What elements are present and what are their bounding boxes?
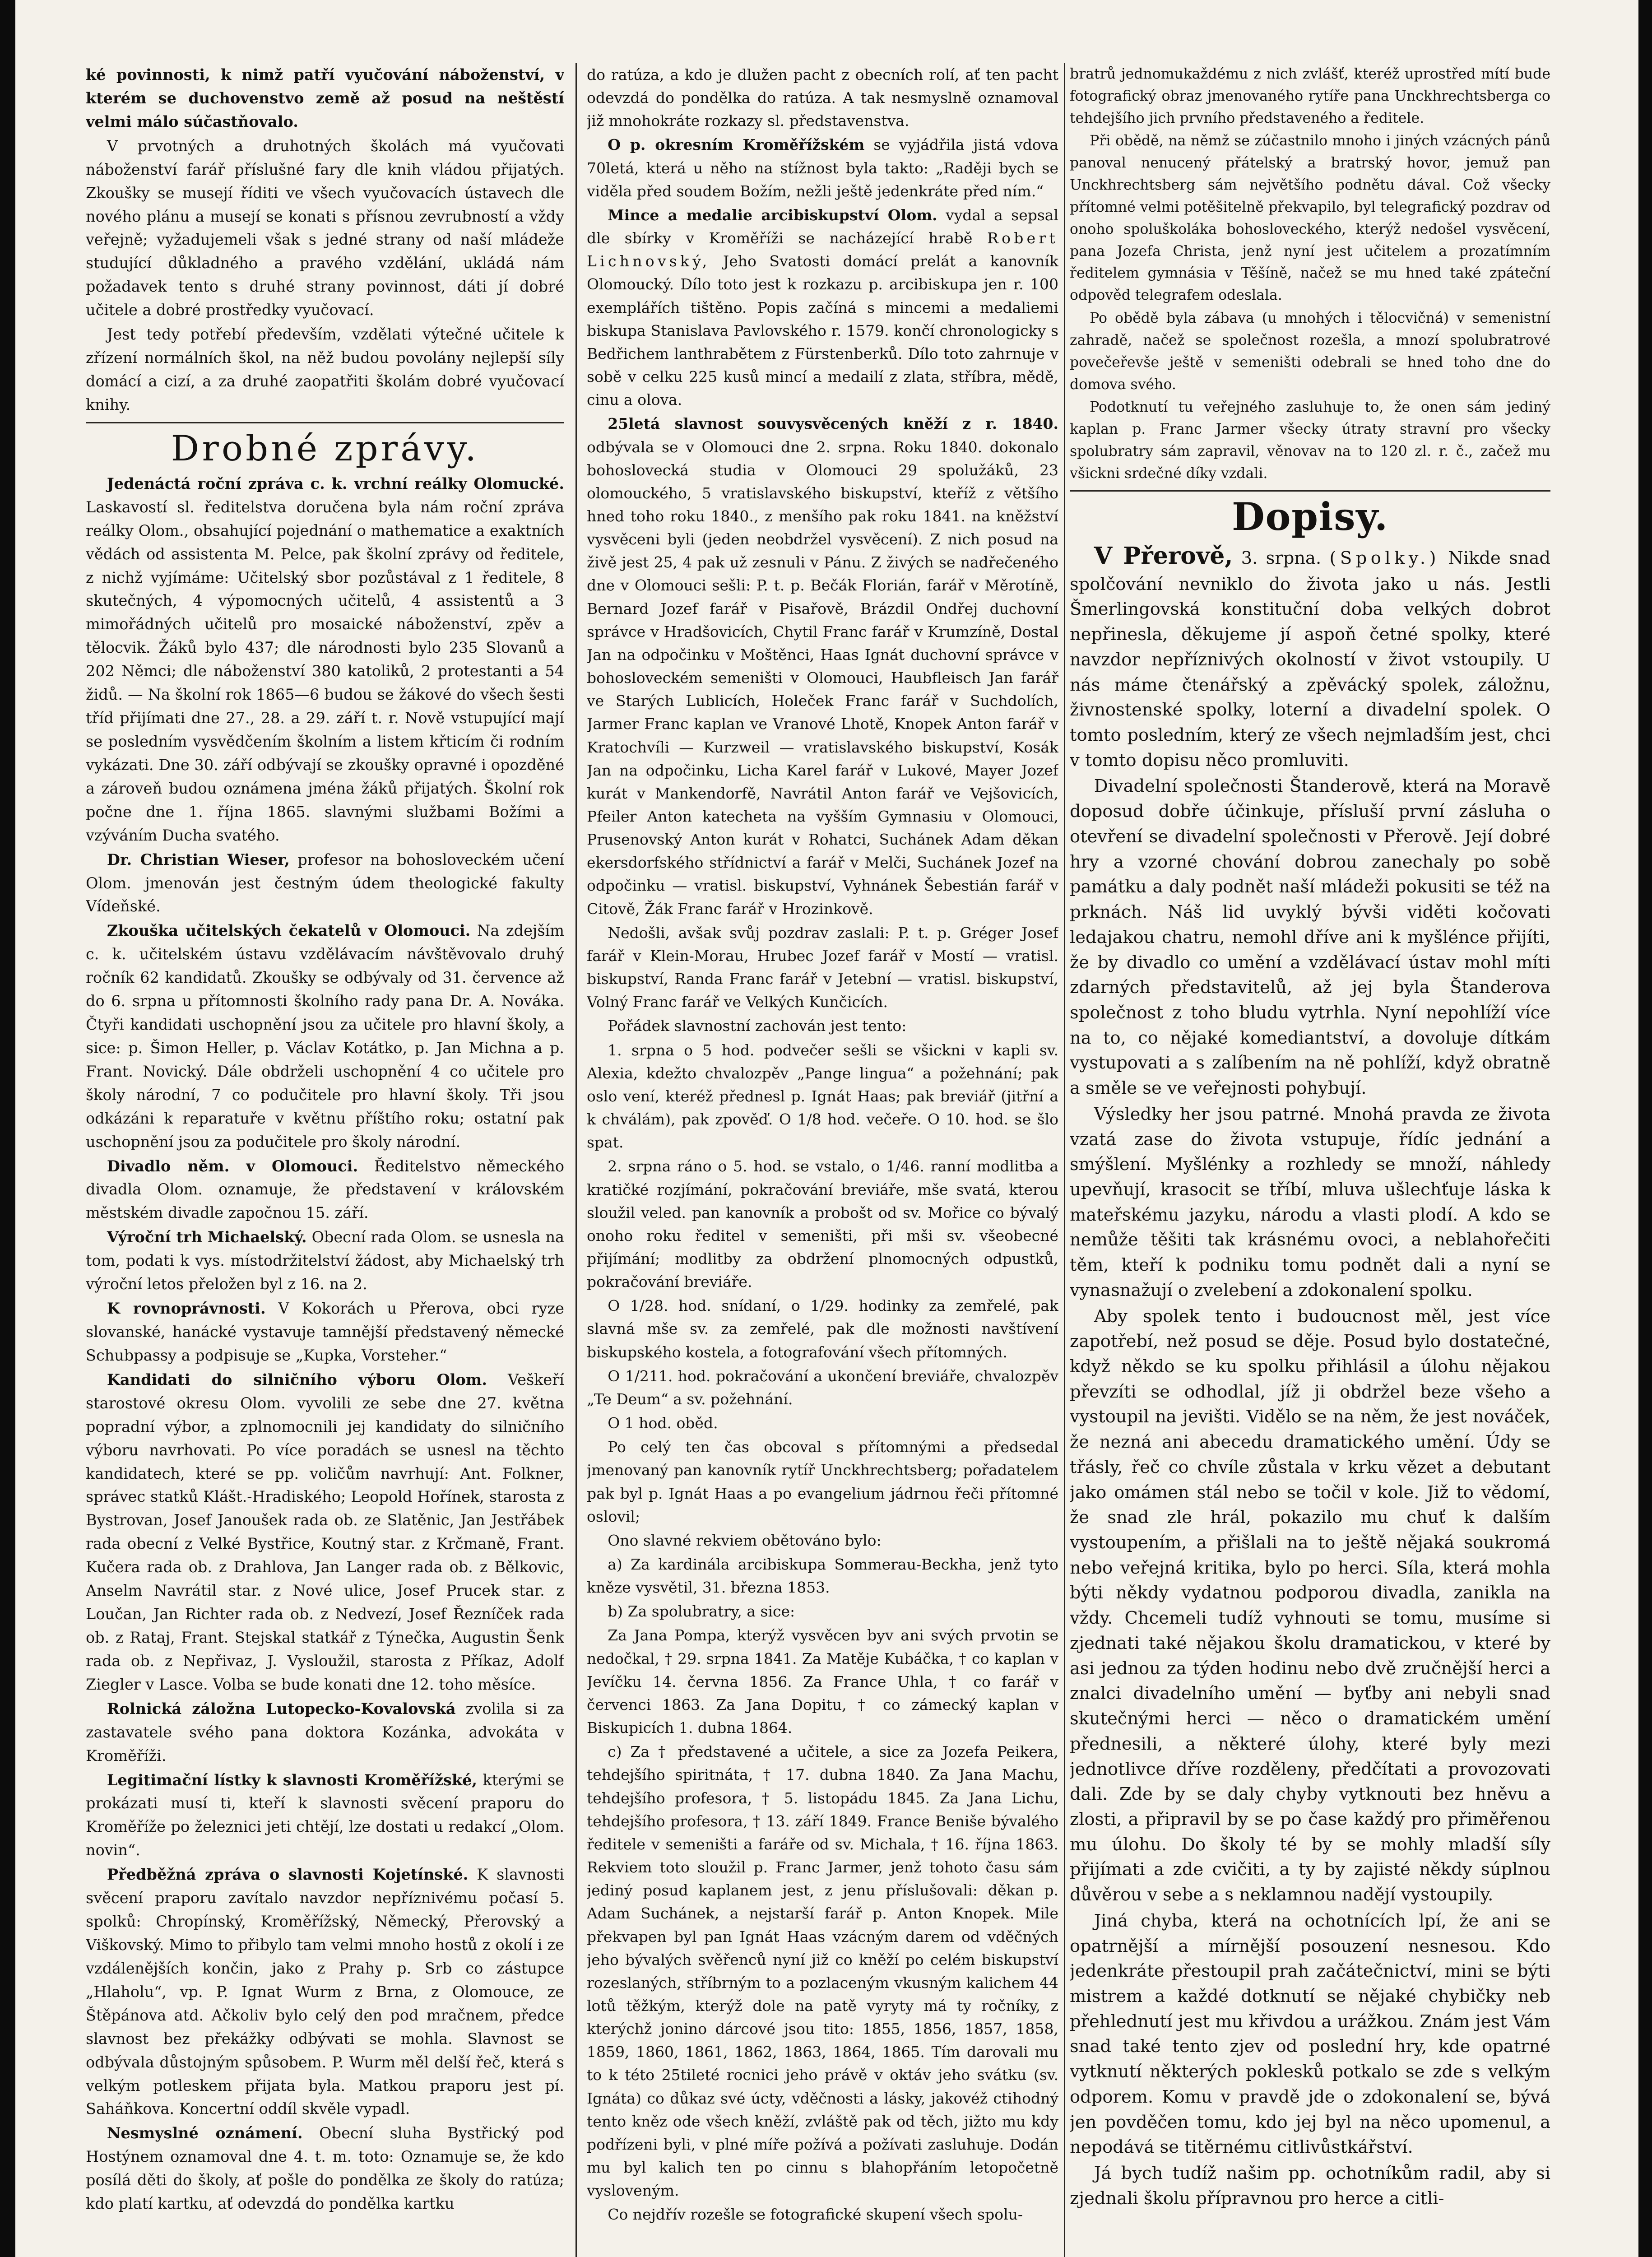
paragraph: Po obědě byla zábava (u mnohých i tělocvičná) v semenistní zahradě, načež se společnost rozešla, a mnozí spolubratrové povečeřevše ještě v semeništi odebrali se hned toho dne do domova svého. xyxy=(1070,310,1550,393)
news-item-text: V Kokorách u Přerova, obci ryze slovanské, hanácké vystavuje tamnější představený německé Schubpassy a podpisuje se „Kupka, Vorsteher.“ xyxy=(86,1300,564,1364)
column-rule-1 xyxy=(575,63,577,2257)
paragraph: b) Za spolubratry, a sice: xyxy=(608,1602,795,1621)
letter-place: V Přerově, xyxy=(1094,542,1233,570)
column-rule-2 xyxy=(1064,63,1065,2257)
paragraph: Ono slavné rekviem obětováno bylo: xyxy=(608,1531,882,1549)
news-item xyxy=(587,204,1058,411)
news-item xyxy=(86,1863,564,2121)
news-item-lead: 25letá slavnost souvysvěcených kněží z r. 1840. xyxy=(608,415,1058,433)
paragraph: 2. srpna ráno o 5. hod. se vstalo, o 1/46. ranní modlitba a kratičké rozjímání, pokračování breviáře, mše svatá, kterou sloužil veled. pan kanovník a probošt od sv. Mořice co bývalý onoho roku ředitel v semeništi, při mši sv. všeobecné přijímání; modlitby za obdržení plnomocných odpustků, pokračování breviáře. xyxy=(587,1157,1058,1291)
letter-paragraph: Divadelní společnosti Štanderově, která na Moravě doposud dobře účinkuje, přísluší první zásluha o otevření se divadelní společnosti v Přerově. Její dobré hry a vzorné chování dobrou zanechaly po sobě památku a daly podnět naší mládeži pokusiti se též na prknách. Náš lid uvyklý bývši viděti kočovati ledajakou chatru, nemohl dříve ani k myšlénce přijíti, že by divadlo co umění a vzdělávací ústav mohl míti zdarných představitelů, až jej byla Štanderova společnost z toho bludu vytrhla. Nyní nepohlíží více na to, co nějaké komediantství, a dovoluje dítkám vystupovati a s zalíbením na ně pohlíží, když obratně a směle se ve veřejnosti pohybují. xyxy=(1070,776,1550,1099)
letter-paragraph: Jiná chyba, která na ochotnících lpí, že ani se opatrnější a mírnější posouzení nesnesou. Kdo jedenkráte přestoupil prah začátečnictví, mini se býti mistrem a každé dotknutí se nějaké chybičky neb přehlednutí jest mu křivdou a urážkou. Znám jest Vám snad také tento zjev od poslední hry, kde opatrné vytknutí některých poklesků potkalo se zde s velkým odporem. Komu v pravdě jde o zdokonalení se, bývá jen povděčen tomu, kdo jej byl na něco upomenul, a nepodává se titěrnému citlivůstkářství. xyxy=(1070,1910,1550,2158)
paragraph: do ratúza, a kdo je dlužen pacht z obecních rolí, ať ten pacht odevzdá do pondělka do ratúza. A tak nesmyslně oznamoval již mnohokráte rozkazy sl. představenstva. xyxy=(587,66,1058,130)
letter-paragraph xyxy=(1070,540,1550,773)
news-item-text: profesor na bohosloveckém učení Olom. jmenován jest čestným údem theologické fakulty Vídeňské. xyxy=(86,850,564,915)
letter-paragraph: Já bych tudíž našim pp. ochotníkům radil, aby si zjednali školu přípravnou pro herce a citli- xyxy=(1070,2163,1550,2209)
news-item-text: Jeho Svatosti domácí prelát a kanovník Olomoucký. Dílo toto jest k rozkazu p. arcibiskupa jen r. 100 exemplářích tištěno. Popis začíná s mincemi a medaliemi biskupa Stanislava Pavlovského r. 1579. končí chronologicky s Bedřichem lanthrabětem z Fürstenberků. Dílo toto zahrnuje v sobě v celku 225 kusů mincí a medailí z zlata, stříbra, mědě, cinu a olova. xyxy=(587,252,1058,409)
paragraph: Za Jana Pompa, kterýž vysvěcen byv ani svých prvotin se nedočkal, † 29. srpna 1841. Za Matěje Kubáčka, † co kaplan v Jevíčku 14. června 1856. Za France Uhla, † co farář v červenci 1863. Za Jana Dopitu, † co zámecký kaplan v Biskupicích 1. dubna 1864. xyxy=(587,1626,1058,1737)
paragraph: 1. srpna o 5 hod. podvečer sešli se všickni v kapli sv. Alexia, kdežto chvalozpěv „Pange lingua“ a požehnání; pak oslo vení, kteréž přednesl p. Ignát Haas; pak breviář (jitřní a k chválám), pak zpověď. O 1/8 hod. večeře. O 10. hod. se šlo spat. xyxy=(587,1041,1058,1152)
column-2 xyxy=(587,63,1058,2257)
author-name: Robert Lichnovský, xyxy=(587,229,1058,270)
news-item-text: vydal a sepsal dle sbírky v Kroměříži se nacházející hrabě xyxy=(587,206,1058,247)
paragraph: c) Za † představené a učitele, a sice za Jozefa Peikera, tehdejšího spiritnáta, † 17. dubna 1840. Za Jana Machu, tehdejšího profesora, † 5. listopádu 1845. Za Jana Lichu, tehdejšího profesora, † 13. září 1849. France Beniše bývalého ředitele v semeništi a faráře od sv. Michala, † 16. října 1863. Rekviem toto sloužil p. Franc Jarmer, jenž tohoto času sám jediný posud kaplanem jest, z jenu příslušovali: děkan p. Adam Suchánek, a nejstarší farář p. Anton Knopek. Mile překvapen byl pan Ignát Haas vzácným darem od vděčných jeho bývalých svěřenců nyní již co kněží po celém biskupství rozeslaných, stříbrným to a pozlaceným vkusným kalichem 44 lotů těžkým, kterýž dole na patě vyryty má ty ročníky, z kterýchž jonino dárcové jsou tito: 1855, 1856, 1857, 1858, 1859, 1860, 1861, 1862, 1863, 1864, 1865. Tím darovali mu to k této 25tileté rocnici jeho právě v oktáv jeho svátku (sv. Ignáta) co důkaz své úcty, vděčnosti a lásky, jakovéž ctihodný tento kněz ode všech kněží, zvláště pak od těch, jižto mu kdy podřízeni byli, v plné míře požívá a požívati zasluhuje. Dodán mu byl kalich ten po cinnu s blahopřáním letopočetně vysloveným. xyxy=(587,1743,1058,2200)
news-item-text: se vyjádřila jistá vdova 70letá, která u něho na stížnost byla takto: „Raději bych se viděla před soudem Božím, nežli ještě jedenkráte před ním.“ xyxy=(587,136,1058,200)
news-item xyxy=(86,472,564,847)
news-item xyxy=(587,412,1058,920)
paragraph: Pořádek slavnostní zachován jest tento: xyxy=(608,1017,907,1035)
letter-paragraph: Aby spolek tento i budoucnost měl, jest více zapotřebí, než posud se děje. Posud bylo dostatečné, když někdo se ku spolku přihlásil a úlohu nějakou převzíti se odhodlal, jíž ji obdržel beze všeho a vystoupil na jevišti. Vidělo se na něm, že jest nováček, že nezná ani abecedu dramatického umění. Údy se třásly, řeč co chvíle zůstala v krku vězet a debutant jako omámen stál nebo se točil v kole. Již to vědomí, že snad zle hrál, pokazilo mu chuť k dalším vystoupením, a přišlali na to ještě nějaká soukromá nebo veřejná kritika, bylo po herci. Síla, která mohla býti někdy vydatnou podporou divadla, zanikla na vždy. Chcemeli tudíž vyhnouti se tomu, musíme si zjednati také nějakou školu dramatickou, v které by asi jednou za týden hodinu nebo dvě zručnější herci a znalci divadelního umění — byťby ani nebyli snad skutečnými herci — něco o dramatickém umění přednesili, a některé úlohy, které byly mezi jednotlivce dříve rozděleny, předčítati a provozovati dali. Zde by se daly chyby vytknouti bez hněvu a zlosti, a připravil by se po čase každý pro přiměřenou mu úlohu. Do školy té by se mohly mladší síly přijímati a zde cvičiti, a ty by zajisté někdy súplnou důvěrou v sebe a s neklamnou nadějí vystoupily. xyxy=(1070,1306,1550,1905)
news-item xyxy=(86,1226,564,1296)
news-item-text: Obecní sluha Bystřický pod Hostýnem oznamoval dne 4. t. m. toto: Oznamuje se, že kdo posílá děti do školy, ať pošle do pondělka ze školy do ratúza; kdo platí kartku, ať odevzdá do pondělka kartku xyxy=(86,2124,564,2213)
section-rule xyxy=(1070,490,1550,492)
news-item-text: Laskavostí sl. ředitelstva doručena byla nám roční zpráva reálky Olom., obsahující pojednání o mathematice a exaktních vědách od assistenta M. Pelce, pak školní zprávy od ředitele, z nichž vyjímáme: Učitelský sbor pozůstával z 1 ředitele, 8 skutečných, 4 výpomocných učitelů, 4 assistentů a 3 mimořádných učitelů pro mosaické náboženství, zpěv a tělocvik. Žáků bylo 437; dle národnosti bylo 235 Slovanů a 202 Němci; dle náboženství 380 katoliků, 2 protestanti a 54 židů. — Na školní rok 1865—6 budou se žákové do všech šesti tříd přijímati dne 27., 28. a 29. září t. r. Nově vstupující mají se posledním vysvědčením školním a listem křticím či rodním vykázati. Dne 30. září odbývají se zkoušky opravné i opozděné a zároveň budou oznámena jména žáků přijatých. Školní rok počne dne 1. října 1865. slavnými službami Božími a vzýváním Ducha svatého. xyxy=(86,498,564,844)
news-item-lead: Rolnická záložna Lutopecko-Kovalovská xyxy=(107,1700,456,1718)
news-item-text: Obecní rada Olom. se usnesla na tom, podati k vys. místodržitelství žádost, aby Michaelský trh výroční letos přeložen byl z 16. na 2. xyxy=(86,1228,564,1293)
letter-date: 3. srpna. xyxy=(1241,548,1322,568)
paragraph: O 1/211. hod. pokračování a ukončení breviáře, chvalozpěv „Te Deum“ a sv. požehnání. xyxy=(587,1367,1058,1408)
news-item-text: kterými se prokázati musí ti, kteří k slavnosti svěcení praporu do Kroměříže po železnici jeti chtějí, lze dostati u redakcí „Olom. novin“. xyxy=(86,1771,564,1859)
news-item xyxy=(86,1368,564,1696)
paragraph: V prvotných a druhotných školách má vyučovati náboženství farář příslušné fary dle knih vládou přijatých. Zkoušky se musejí říditi ve všech vyučovacích ústavech dle nového plánu a musejí se konati s přísnou zevrubností a vždy veřejně; vyžadujemeli však s jedné strany od naší mládeže studující důkladného a pravého vzdělání, ukládá nám požadavek tento s druhé strany povinnost, dáti jí dobré učitele a dobré prostředky vyučovací. xyxy=(86,137,564,319)
news-item-lead: K rovnoprávnosti. xyxy=(107,1300,266,1318)
section-rule xyxy=(86,422,564,423)
news-item xyxy=(86,848,564,919)
news-item-text: zvolila si za zastavatele svého pana doktora Kozánka, advokáta v Kroměříži. xyxy=(86,1700,564,1765)
news-item xyxy=(86,1155,564,1225)
news-item-text: Na zdejším c. k. učitelském ústavu vzdělávacím návštěvovalo druhý ročník 62 kandidatů. Zkoušky se odbývaly od 31. července až do 6. srpna u přítomnosti školního rady pana Dr. A. Nováka. Čtyři kandidati uschopnění jsou za učitele pro hlavní školy, a sice: p. Šimon Heller, p. Václav Kotátko, p. Jan Michna a p. Frant. Novický. Dále obdrželi uschopnění 4 co učitele pro školy národní, 7 co podučitele pro hlavní školy. Tři jsou odkázáni k reparatuře v květnu příštího roku; ostatní pak uschopnění jsou za podučitele pro školy národní. xyxy=(86,922,564,1151)
paragraph: Při obědě, na němž se zúčastnilo mnoho i jiných vzácných pánů panoval nenucený přátelský a bratrský hovor, jemuž pan Unckhrechtsberg sám největšího podnětu dával. Což všecky přítomné velmi potěšitelně překvapilo, byl telegrafický pozdrav od onoho spoluškoláka bohosloveckého, kterýž nedošel vysvěcení, pana Jozefa Christa, jenž nyní jest učitelem a prozatímním ředitelem gymnásia v Těšíně, načež se mu hned také zpáteční odpověd telegrafem odeslala. xyxy=(1070,133,1550,304)
news-item-lead: Předběžná zpráva o slavnosti Kojetínské. xyxy=(107,1866,469,1884)
paragraph: Podotknutí tu veřejného zasluhuje to, že onen sám jediný kaplan p. Franc Jarmer všecky útraty stravní pro všecky spolubratry sám zapravil, věnovav na to 120 zl. r. č., začež mu všickni srdečné díky vzdali. xyxy=(1070,399,1550,482)
news-item-lead: Jedenáctá roční zpráva c. k. vrchní reálky Olomucké. xyxy=(107,474,564,492)
news-item xyxy=(86,1769,564,1862)
section-title-drobne-zpravy: Drobné zprávy. xyxy=(171,428,479,469)
news-item xyxy=(86,1697,564,1768)
news-item xyxy=(86,2122,564,2215)
scan-right-edge xyxy=(1638,0,1652,2257)
news-item-text: Ředitelstvo německého divadla Olom. oznamuje, že představení v královském městském divadle započnou 15. září. xyxy=(86,1157,564,1222)
column-1 xyxy=(86,63,564,2257)
paragraph: a) Za kardinála arcibiskupa Sommerau-Beckha, jenž tyto kněze vysvětil, 31. března 1853. xyxy=(587,1556,1058,1597)
news-item-lead: Nesmyslné oznámení. xyxy=(107,2124,303,2142)
letter-paragraph: Výsledky her jsou patrné. Mnohá pravda ze života vzatá zase do života vstupuje, řídíc jednání a smýšlení. Myšlénky a rozhledy se množí, náhledy upevňují, krasocit se tříbí, mluva ušlechťuje láska k mateřskému jazyku, národu a vlasti plodí. A kdo se nemůže těšiti tak krásnému ovoci, a neblahořečiti těm, kteří k podniku tomu podnět dali a nyní se vynasnažují o zvelebení a zdokonalení spolku. xyxy=(1070,1104,1550,1300)
paragraph: bratrů jednomukaždému z nich zvlášť, kteréž uprostřed mítí bude fotografický obraz jmenovaného rytíře pana Unckhrechtsberga co tehdejšího jich prvního představeného a ředitele. xyxy=(1070,66,1550,126)
news-item-text: K slavnosti svěcení praporu zavítalo navzdor nepříznivému počasí 5. spolků: Chropínský, Kroměřížský, Německý, Přerovský a Viškovský. Mimo to přibylo tam velmi mnoho hostů z okolí i ze vzdálenějších končin, jako z Prahy p. Srb co zástupce „Hlaholu“, vp. P. Ignat Wurm z Brna, z Olomouce, ze Štěpánova atd. Ačkoliv bylo celý den pod mračnem, předce slavnost bez překážky odbývati se mohla. Slavnost se odbývala důstojným spůsobem. P. Wurm měl delší řeč, která s velkým potleskem přijata byla. Matkou praporu jest pí. Saháňkova. Koncertní oddíl skvěle vypadl. xyxy=(86,1866,564,2118)
news-item-lead: Divadlo něm. v Olomouci. xyxy=(107,1157,358,1175)
letter-topic: (Spolky.) xyxy=(1329,548,1440,568)
news-item xyxy=(86,1297,564,1367)
news-item xyxy=(86,919,564,1153)
news-item-lead: O p. okresním Kroměřížském xyxy=(608,136,865,154)
paragraph: Nedošli, avšak svůj pozdrav zaslali: P. t. p. Gréger Josef farář v Klein-Morau, Hrubec Jozef farář v Mostí — vratisl. biskupství, Randa Franc farář v Jetební — vratisl. biskupství, Volný Franc farář ve Velkých Kunčicích. xyxy=(587,924,1058,1011)
news-item-lead: Legitimační lístky k slavnosti Kroměřížské, xyxy=(107,1771,478,1789)
scan-left-edge xyxy=(0,0,15,2257)
paragraph: Jest tedy potřebí především, vzdělati výtečné učitele k zřízení normálních škol, na něž budou povolány nejlepší síly domácí a cizí, a za druhé zaopatřiti školám dobré vyučovací knihy. xyxy=(86,325,564,413)
paragraph: ké povinnosti, k nimž patří vyučování náboženství, v kterém se duchovenstvo země až posud na neštěstí velmi málo súčastňovalo. xyxy=(86,66,564,130)
news-item-lead: Dr. Christian Wieser, xyxy=(107,850,290,868)
column-3 xyxy=(1070,63,1550,2257)
paragraph: Po celý ten čas obcoval s přítomnými a předsedal jmenovaný pan kanovník rytíř Unckhrechtsberg; pořadatelem pak byl p. Ignát Haas a po evangelium jádrnou řeči přítomné oslovil; xyxy=(587,1438,1058,1525)
news-item-lead: Mince a medalie arcibiskupství Olom. xyxy=(608,206,937,224)
news-item-lead: Zkouška učitelských čekatelů v Olomouci. xyxy=(107,922,471,940)
news-item-text: Veškeří starostové okresu Olom. vyvolili ze sebe dne 27. května popradní výbor, a zplnomocnili jej kandidaty do silničního výboru navrhovati. Po více poradách se usnesl na těchto kandidatech, které se pp. voličům navrhují: Ant. Folkner, správec statků Klášt.-Hradiského; Leopold Hořínek, starosta z Bystrovan, Josef Janoušek rada ob. ze Slatěnic, Jan Jestřábek rada obecní z Velké Bystřice, Koutný star. z Krčmaně, Frant. Kučera rada ob. z Drahlova, Jan Langer rada ob. z Bělkovic, Anselm Navrátil star. z Nové ulice, Josef Prucek star. z Loučan, Jan Richter rada ob. z Nedvezí, Josef Řezníček rada ob. z Rataj, Frant. Stejskal statkář z Týnečka, Augustin Šenk rada ob. z Nepřivaz, J. Vysloužil, starosta z Příkaz, Adolf Ziegler v Lasce. Volba se bude konati dne 12. toho měsíce. xyxy=(86,1370,564,1693)
paragraph: Co nejdřív rozešle se fotografické skupení všech spolu- xyxy=(608,2206,1023,2224)
news-item-lead: Výroční trh Michaelský. xyxy=(107,1228,307,1246)
section-title-dopisy: Dopisy. xyxy=(1232,494,1388,539)
paragraph: O 1/28. hod. snídaní, o 1/29. hodinky za zemřelé, pak slavná mše sv. za zemřelé, pak dle možnosti navštívení biskupského kostela, a fotografování všech přítomných. xyxy=(587,1297,1058,1361)
news-item-lead: Kandidati do silničního výboru Olom. xyxy=(107,1370,487,1389)
news-item xyxy=(587,133,1058,202)
paragraph: O 1 hod. oběd. xyxy=(608,1414,718,1432)
news-item-text: odbývala se v Olomouci dne 2. srpna. Roku 1840. dokonalo bohoslovecká studia v Olomouci 29 spolužáků, 23 olomouckého, 5 vratislavského biskupství, kteříž z většího hned toho roku 1840., z menšího pak roku 1841. na kněžství vysvěceni byli (jeden neobdržel vysvěcení). Z nich posud na živě jest 25, 4 pak už zesnuli v Pánu. Z živých se nadřečeného dne v Olomouci sešli: P. t. p. Bečák Florián, farář v Měrotíně, Bernard Jozef farář v Pisařově, Brázdil Ondřej duchovní správce v Hradšovicích, Chytil Franc farář v Krumzíně, Dostal Jan na odpočinku v Moštěnci, Haas Ignát duchovní správce v bohosloveckém semeništi v Olomouci, Haubfleisch Jan farář ve Starých Lublicích, Holeček Franc farář v Suchdolích, Jarmer Franc kaplan ve Vranové Lhotě, Knopek Anton farář v Kratochvíli — Kurzweil — vratislavského biskupství, Kosák Jan na odpočinku, Licha Karel farář v Lukové, Mayer Jozef kurát v Mankendorfě, Navrátil Anton farář ve Vejšovicích, Pfeiler Anton katecheta na vyšším Gymnasiu v Olomouci, Prusenovský Anton kurát v Rohatci, Suchánek Adam děkan ekersdorfského střídnictví a farář v Melči, Suchánek Jozef na odpočinku — vratisl. biskupství, Vyhnánek Šebestián farář v Citově, Žák Franc farář v Hrozinkově. xyxy=(587,438,1058,918)
letter-text: Nikde snad spolčování nevniklo do života jako u nás. Jestli Šmerlingovská konstituční doba velkých dobrot nepřinesla, děkujeme jí aspoň četné spolky, které navzdor nepříznivých okolností v život vstoupily. U nás máme čtenářský a zpěvácký spolek, záložnu, živnostenské spolky, loterní a divadelní spolek. O tomto posledním, který ze všech nejmladším jest, chci v tomto dopisu něco promluviti. xyxy=(1070,548,1550,771)
